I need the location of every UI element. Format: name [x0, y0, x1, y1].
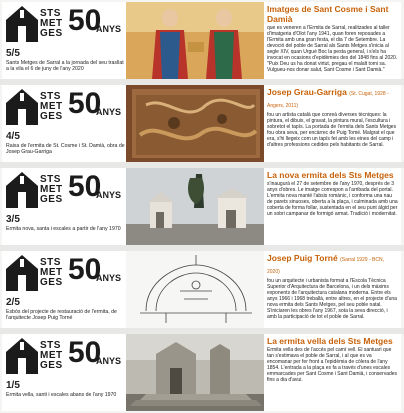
logo-ges: GES — [40, 360, 63, 371]
logo-ges: GES — [40, 28, 63, 39]
bookmark-card — [2, 85, 401, 162]
card-left-panel — [2, 251, 126, 328]
card-caption: Sants Metges de Sarral a la jornada del seu trasllat a la vila el 6 de juny de l'any 2020 — [6, 60, 124, 73]
logo-fifty: 50 — [68, 87, 102, 120]
card-text — [264, 168, 400, 245]
card-caption: Ermita nova, santa i escales a partir de l'any 1970 — [6, 226, 121, 232]
logo-anys: ANYS — [96, 356, 122, 366]
logo-anys: ANYS — [96, 107, 122, 117]
logo-ges: GES — [40, 194, 63, 205]
card-text — [264, 2, 400, 79]
logo-met: MET — [40, 101, 63, 112]
card-left-panel — [2, 334, 126, 411]
logo-fifty: 50 — [68, 336, 102, 369]
card-fraction: 2/5 — [6, 297, 20, 308]
card-body: s'inaugurà el 27 de setembre de l'any 1970, després de 3 anys d'obres. Le imatge correspon a l'arribada del portal. L'ermita nova manté l'absis romànic, i conforma una nau de parets sinuoses, oberta a la plaça, i culminada amb una coberta de forma follar, sustentada en el seu punt àlgid per un sobri campanar de formigó armat. Tradició i modernitat. — [267, 181, 398, 217]
card-title: Josep Grau-Garriga — [267, 87, 347, 97]
card-text — [264, 251, 400, 328]
new-hermitage-photo — [126, 168, 266, 245]
card-body: fou un arquitecte i urbanista format a l'Escola Tècnica Superior d'Arquitectura de Barcelona, i un dels màxims exponents de l'arquitectura catalana moderna. Entre els anys 1966 i 1968 treballà, entre altres, en el projecte d'una nova ermita dels Sants Metges, pel seu poble natal. S'iniciaren les obres l'any 1967, sota la seva direcció, i amb la participació de tot el poble de Sarral. — [267, 278, 397, 320]
card-caption: Raixa de l'ermita de St. Cosme i St. Damià, obra de Josep Grau-Garriga — [6, 143, 125, 156]
saints-statues-photo — [126, 2, 266, 79]
chapel-icon — [4, 87, 40, 127]
card-fraction: 4/5 — [6, 131, 20, 142]
card-caption: Esbós del projecte de restauració de l'ermita, de l'arquitecte Josep Puig Torné — [6, 309, 117, 322]
logo-anys: ANYS — [96, 190, 122, 200]
logo-sts: STS — [40, 174, 61, 185]
card-body: Ermita vella des de l'accés pel camí vell. El santuari que tan s'estimava el poble de Sarral, i al que es va encomanar per fer front a l'epidèmia de còlera de l'any 1854. L'entrada a la plaça es fa a través d'unes escales emmarcades per Sant Cosme i Sant Damià, i conservades fins a dia d'avui. — [267, 347, 398, 383]
card-title-note: (Sarral 1929 - BCN, 2020) — [267, 257, 384, 275]
card-fraction: 3/5 — [6, 214, 20, 225]
card-body: fou un artista català que conreà diverses tècniques: la pintura, el dibuix, el gravat, la pintura mural, l'escultura i sobretot el tapís. La portada de l'ermita dels Sants Metges fou obra seva, per encàrrec de Puig Tomé. Malgrat el que era, s'hi llegeix com un tapís fet amb les eines del camp i d'altres professions cedides pels habitants de Sarral. — [267, 112, 397, 148]
chapel-icon — [4, 4, 40, 44]
card-title: Josep Puig Torné — [267, 253, 338, 263]
card-left-panel — [2, 2, 126, 79]
old-hermitage-photo — [126, 334, 266, 411]
bookmark-card — [2, 251, 401, 328]
logo — [4, 336, 124, 376]
card-text — [264, 85, 400, 162]
logo-fifty: 50 — [68, 4, 102, 37]
card-fraction: 5/5 — [6, 48, 20, 59]
tapestry-door-photo — [126, 85, 266, 162]
card-text — [264, 334, 400, 411]
card-fraction: 1/5 — [6, 380, 20, 391]
card-title: La nova ermita dels Sts Metges — [267, 170, 394, 180]
logo-anys: ANYS — [96, 24, 122, 34]
card-title-note: (St. Cugat, 1928 - Angers, 2011) — [267, 91, 389, 109]
logo-ges: GES — [40, 277, 63, 288]
logo-sts: STS — [40, 91, 61, 102]
card-body: que es veneren a l'Ermita de Sarral, realitzades al taller d'imatgeria d'Olot l'any 1941, quan foren reposades a l'Ermita amb una gran festa, el dia 7 de Setembre. La devoció del poble de Sarral als Sants Metges s'inicia al segle XIV, quan Urgué Boc la pesta general, i s'els ha invocat en ocasions d'epidèmies des del 1848 fins al 2020. "Puix Deu us ha donat virtut, pregau el malalt tomi sa. Vulgueu-nos donar salut, Sant Cosme i Sant Damià." — [267, 25, 398, 73]
logo — [4, 253, 124, 293]
logo-met: MET — [40, 18, 63, 29]
logo — [4, 4, 124, 44]
chapel-icon — [4, 253, 40, 293]
logo-fifty: 50 — [68, 253, 102, 286]
logo-met: MET — [40, 184, 63, 195]
bookmark-card — [2, 334, 401, 411]
logo-sts: STS — [40, 8, 61, 19]
logo-sts: STS — [40, 340, 61, 351]
chapel-icon — [4, 336, 40, 376]
card-caption: Ermita vella, santi i escales abans de l'any 1970 — [6, 392, 117, 398]
card-left-panel — [2, 168, 126, 245]
card-title: La ermita vella dels Sts Metges — [267, 336, 393, 346]
logo — [4, 170, 124, 210]
architect-sketch-drawing — [126, 251, 266, 328]
logo-met: MET — [40, 267, 63, 278]
bookmark-card — [2, 2, 401, 79]
logo-anys: ANYS — [96, 273, 122, 283]
card-left-panel — [2, 85, 126, 162]
logo-fifty: 50 — [68, 170, 102, 203]
logo-met: MET — [40, 350, 63, 361]
chapel-icon — [4, 170, 40, 210]
logo-ges: GES — [40, 111, 63, 122]
logo-sts: STS — [40, 257, 61, 268]
logo — [4, 87, 124, 127]
card-title: Imatges de Sant Cosme i Sant Damià — [267, 4, 389, 24]
bookmark-card — [2, 168, 401, 245]
